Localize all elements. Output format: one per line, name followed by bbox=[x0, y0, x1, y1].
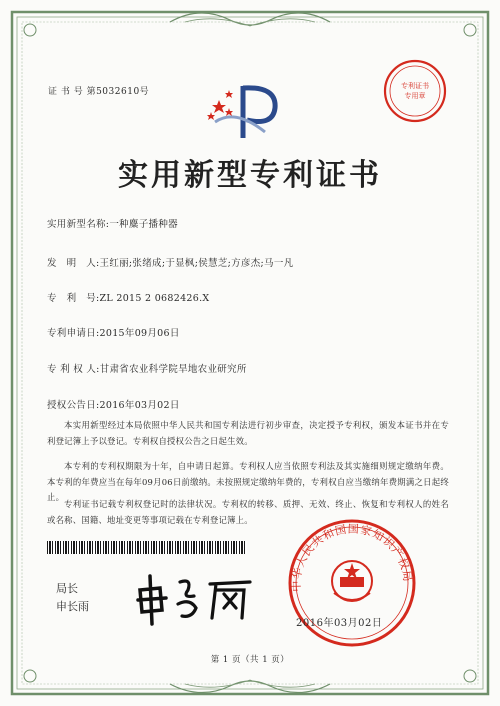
utility-model-name-label: 实用新型名称: bbox=[47, 219, 110, 230]
utility-model-name-row bbox=[47, 216, 178, 230]
director-name: 申长雨 bbox=[56, 600, 89, 613]
grant-date-row bbox=[47, 397, 180, 411]
certificate-number: 证 书 号 第5032610号 bbox=[48, 87, 150, 97]
director-label: 局长 bbox=[56, 582, 78, 595]
patent-number-value: ZL 2015 2 0682426.X bbox=[99, 293, 210, 304]
seal-date: 2016年03月02日 bbox=[296, 618, 383, 629]
grant-date-value: 2016年03月02日 bbox=[99, 400, 180, 411]
patentee-value: 甘肃省农业科学院旱地农业研究所 bbox=[99, 364, 247, 375]
filing-date-label: 专利申请日: bbox=[47, 328, 100, 339]
signature-icon bbox=[132, 568, 257, 628]
cnipa-logo-icon bbox=[205, 82, 285, 144]
body-paragraph-1: 本实用新型经过本局依照中华人民共和国专利法进行初步审查，决定授予专利权，颁发本证书并在专利登记簿上予以登记。专利权自授权公告之日起生效。 bbox=[47, 420, 449, 446]
top-red-seal-icon bbox=[382, 58, 448, 124]
page-title: 实用新型专利证书 bbox=[118, 158, 382, 193]
svg-text:专利证书: 专利证书 bbox=[401, 82, 429, 90]
svg-text:专用章: 专用章 bbox=[404, 92, 426, 100]
page-indicator: 第 1 页（共 1 页） bbox=[210, 655, 290, 665]
patent-number-row bbox=[47, 290, 210, 304]
body-paragraph-3: 专利证书记载专利权登记时的法律状况。专利权的转移、质押、无效、终止、恢复和专利权人的姓名或名称、国籍、地址变更等事项记载在专利登记簿上。 bbox=[47, 499, 449, 525]
filing-date-row bbox=[47, 325, 180, 339]
grant-date-label: 授权公告日: bbox=[47, 400, 100, 411]
national-emblem-icon bbox=[332, 561, 372, 601]
patent-number-label: 专 利 号: bbox=[47, 293, 100, 304]
seal-text: 中华人民共和国国家知识产权局 bbox=[289, 522, 415, 592]
inventor-value: 王红丽;张绪成;于显枫;侯慧芝;方彦杰;马一凡 bbox=[99, 258, 294, 269]
patentee-row bbox=[47, 361, 247, 375]
national-ip-office-seal-icon bbox=[272, 515, 432, 650]
inventor-row bbox=[47, 255, 293, 269]
body-paragraph-2: 本专利的专利权期限为十年，自申请日起算。专利权人应当依照专利法及其实施细则规定缴纳年费。本专利的年费应当在每年09月06日前缴纳。未按照规定缴纳年费的，专利权自应当缴纳年费期满之日起终止。 bbox=[47, 461, 449, 503]
utility-model-name-value: 一种麋子播种器 bbox=[109, 219, 178, 230]
barcode bbox=[47, 541, 247, 554]
patentee-label: 专 利 权 人: bbox=[47, 364, 100, 375]
inventor-label: 发 明 人: bbox=[47, 258, 100, 269]
filing-date-value: 2015年09月06日 bbox=[99, 328, 180, 339]
